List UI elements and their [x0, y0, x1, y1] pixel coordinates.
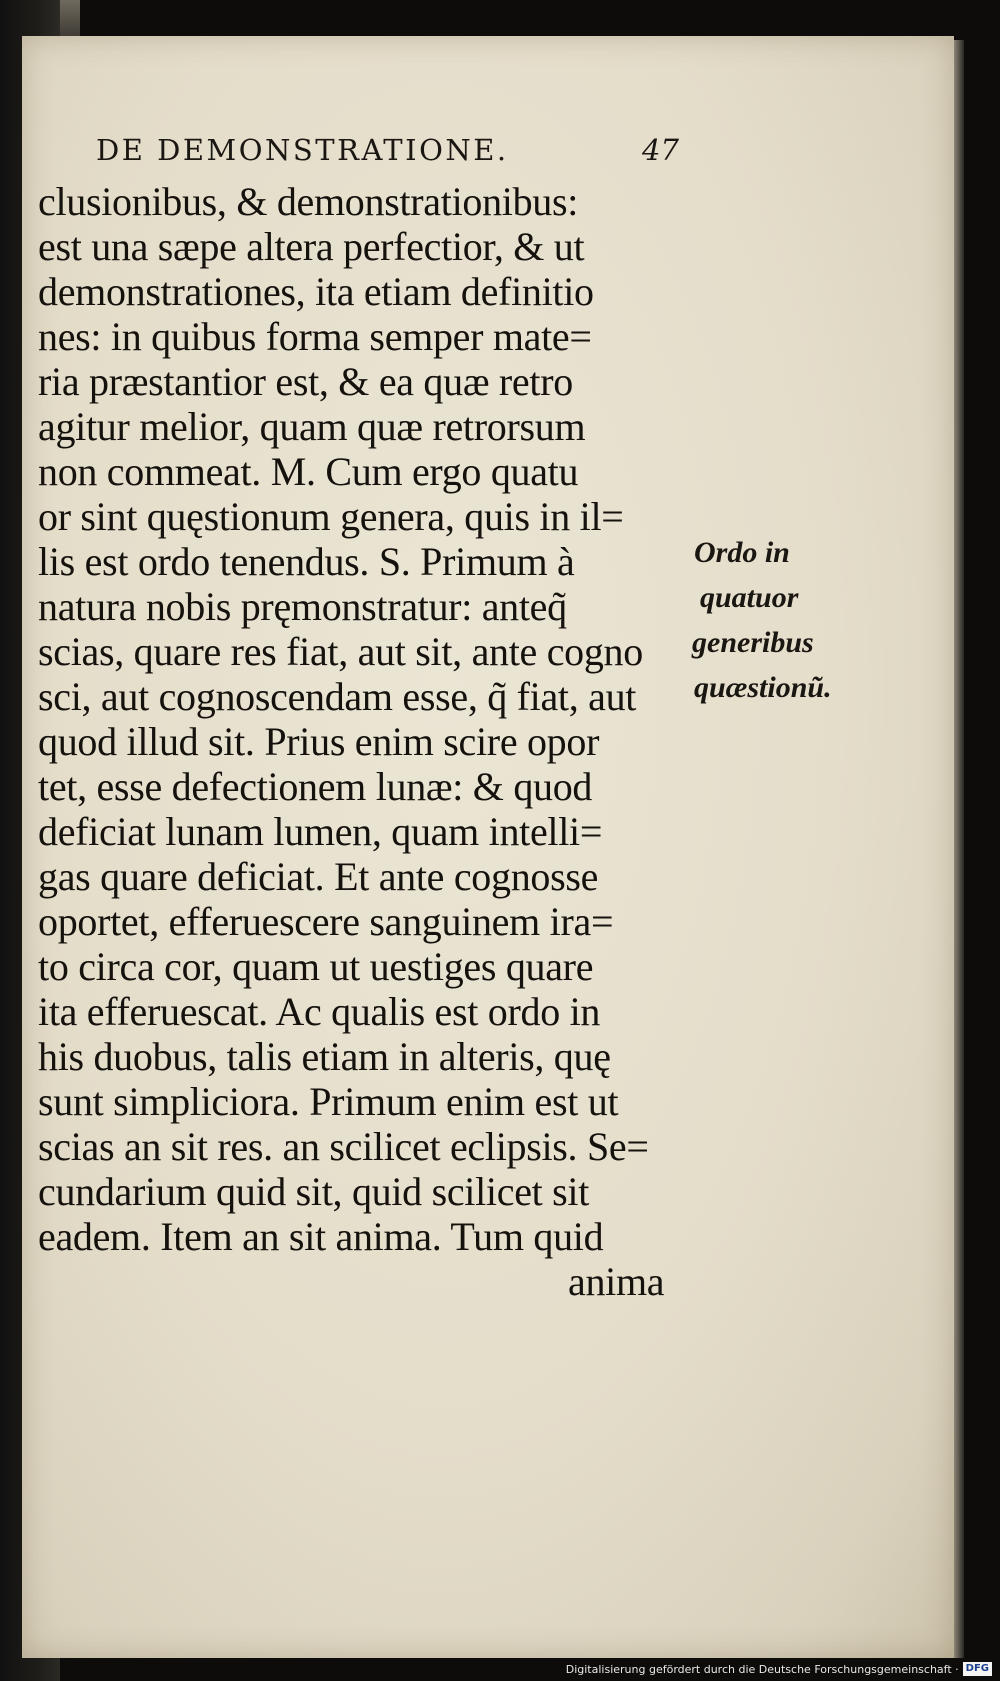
running-head-title: DE DEMONSTRATIONE.: [96, 133, 509, 167]
dfg-logo-icon: DFG: [963, 1662, 992, 1676]
text-line: quod illud sit. Prius enim scire opor: [38, 719, 600, 764]
marginal-note-line: quæstionũ.: [694, 671, 832, 704]
text-line: or sint quęstionum genera, quis in il=: [38, 494, 624, 539]
digitization-footer: [566, 1660, 992, 1678]
text-line: non commeat. M. Cum ergo quatu: [38, 449, 579, 494]
running-head: [96, 133, 679, 173]
text-line: tet, esse defectionem lunæ: & quod: [38, 764, 593, 809]
text-line: lis est ordo tenendus. S. Primum à: [38, 539, 575, 584]
footer-credit: Digitalisierung gefördert durch die Deutsche Forschungsgemeinschaft ·: [565, 1662, 959, 1676]
text-line: ita efferuescat. Ac qualis est ordo in: [38, 989, 601, 1034]
text-line: gas quare deficiat. Et ante cognosse: [38, 854, 599, 899]
text-line: sci, aut cognoscendam esse, q̃ fiat, aut: [38, 674, 637, 719]
page-edge: [954, 40, 964, 1658]
text-line: est una sæpe altera perfectior, & ut: [38, 224, 585, 269]
marginal-note-line: Ordo in: [694, 536, 790, 569]
marginal-note-line: quatuor: [700, 581, 799, 614]
text-line: to circa cor, quam ut uestiges quare: [38, 944, 594, 989]
text-line: ria præstantior est, & ea quæ retro: [38, 359, 573, 404]
text-line: demonstrationes, ita etiam definitio: [38, 269, 594, 314]
text-line: clusionibus, & demonstrationibus:: [38, 179, 579, 224]
text-line: sunt simpliciora. Primum enim est ut: [38, 1079, 619, 1124]
text-line: scias, quare res fiat, aut sit, ante cogno: [38, 629, 643, 674]
text-line: oportet, efferuescere sanguinem ira=: [38, 899, 614, 944]
catchword: anima: [568, 1259, 665, 1304]
text-line: nes: in quibus forma semper mate=: [38, 314, 592, 359]
text-line: his duobus, talis etiam in alteris, quę: [38, 1034, 611, 1079]
text-line: agitur melior, quam quæ retrorsum: [38, 404, 586, 449]
text-line: cundarium quid sit, quid scilicet sit: [38, 1169, 590, 1214]
text-line: deficiat lunam lumen, quam intelli=: [38, 809, 603, 854]
text-line: eadem. Item an sit anima. Tum quid: [38, 1214, 604, 1259]
page-number: 47: [642, 133, 679, 167]
text-line: natura nobis pręmonstratur: anteq̃: [38, 584, 567, 629]
text-line: scias an sit res. an scilicet eclipsis. Se=: [38, 1124, 649, 1169]
marginal-note-line: generibus: [692, 626, 814, 659]
